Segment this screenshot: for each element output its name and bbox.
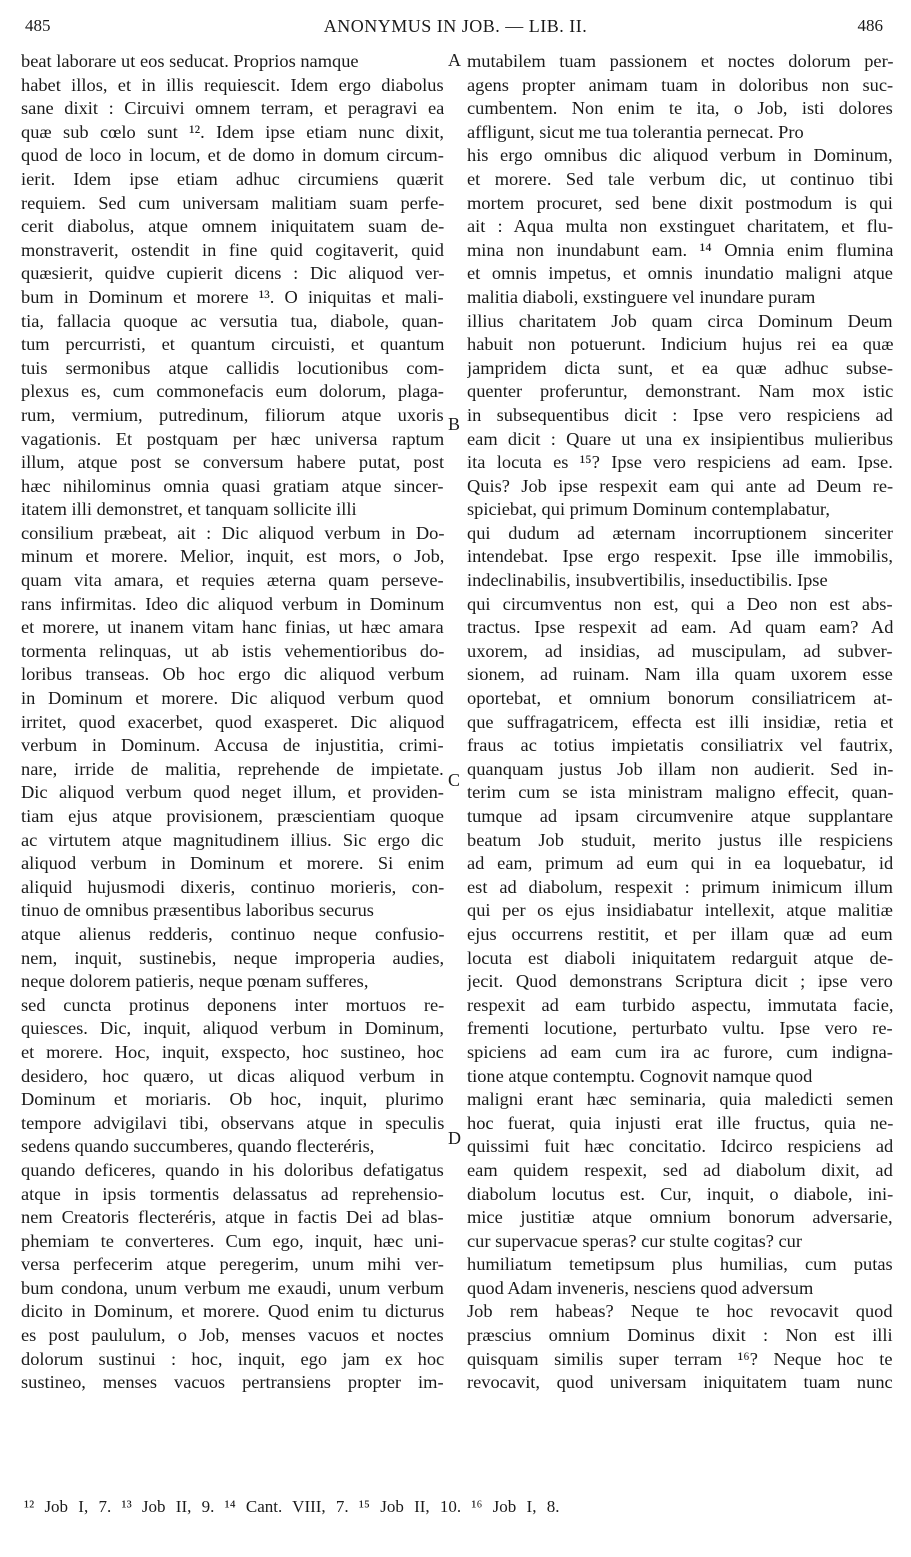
page-number-right: 486 bbox=[857, 16, 883, 35]
margin-marker-a: A bbox=[448, 50, 461, 70]
text-line: plexus es, cum commonefacis eum dolorum, plaga- bbox=[21, 381, 444, 402]
text-line: Dominum et moriaris. Ob hoc, inquit, plurimo bbox=[21, 1089, 444, 1110]
text-line: agens propter animam tuam in doloribus non suc- bbox=[467, 74, 893, 95]
text-line: itatem illi demonstret, et tanquam sollicite illi bbox=[21, 499, 357, 520]
text-line: et morere, ut inanem vitam hanc finias, ut hæc amara bbox=[21, 617, 444, 638]
text-line: quæsierit, quidve cupierit dicens : Dic aliquod ver- bbox=[21, 263, 444, 284]
text-line: quam vita amara, et requies æterna quam perseve- bbox=[21, 570, 444, 591]
left-text-column bbox=[21, 50, 444, 1395]
text-line: irritet, quod exacerbet, quod exasperet. Dic aliquod bbox=[21, 711, 444, 732]
text-line: vagationis. Et postquam per hæc universa raptum bbox=[21, 428, 444, 449]
text-line: nem, inquit, sustinebis, neque improperia audies, bbox=[21, 947, 444, 968]
text-line: revocavit, quod universam iniquitatem tuam nunc bbox=[467, 1372, 893, 1393]
margin-marker-c: C bbox=[448, 770, 461, 790]
text-line: malitia diaboli, exstinguere vel inundare puram bbox=[467, 286, 816, 307]
text-line: mice justitiæ atque omnium bonorum adversarie, bbox=[467, 1207, 893, 1228]
text-line: mina non inundabunt eam. ¹⁴ Omnia enim flumina bbox=[467, 239, 893, 260]
text-line: eam dicit : Quare ut una ex insipientibus mulieribus bbox=[467, 428, 893, 449]
text-line: monstraverit, ostendit in fine quid cogitaverit, quid bbox=[21, 239, 444, 260]
text-line: tormenta relinquas, ut ab istis vehementioribus do- bbox=[21, 640, 444, 661]
text-line: tiam ejus atque provisionem, præscientiam quoque bbox=[21, 806, 444, 826]
text-line: habet illos, et in illis requiescit. Idem ergo diabolus bbox=[21, 74, 444, 95]
text-line: bum condona, unum verbum me exaudi, unum verbum bbox=[21, 1277, 444, 1298]
text-line: sedens quando succumberes, quando flecteréris, bbox=[21, 1136, 375, 1157]
text-line: indeclinabilis, insubvertibilis, inseductibilis. Ipse bbox=[467, 570, 828, 591]
text-line: quando deficeres, quando in his doloribus defatigatus bbox=[21, 1159, 444, 1180]
text-line: uxorem, ad insidias, ad muscipulam, ad subver- bbox=[467, 640, 893, 661]
text-line: et morere. Sed tale verbum dic, ut continuo tibi bbox=[467, 168, 893, 189]
text-line: mortem procuret, sed bene dixit postmodum is qui bbox=[467, 192, 893, 213]
text-line: desidero, hoc quæro, ut dicas aliquod verbum in bbox=[21, 1065, 444, 1086]
text-line: spiciebat, qui primum Dominum contemplabatur, bbox=[467, 499, 830, 520]
text-line: fraus ac totius impietatis consiliatrix vel fautrix, bbox=[467, 735, 893, 756]
text-line: mutabilem tuam passionem et noctes dolorum per- bbox=[467, 51, 893, 71]
text-line: affligunt, sicut me tua tolerantia pernecat. Pro bbox=[467, 121, 804, 142]
text-line: jecit. Quod demonstrans Scriptura dicit ; ipse vero bbox=[467, 971, 893, 992]
text-line: et morere. Hoc, inquit, exspecto, hoc sustineo, hoc bbox=[21, 1041, 444, 1062]
text-line: Job rem habeas? Neque te hoc revocavit quod bbox=[467, 1301, 893, 1322]
text-line: præscius omnium Dominus dixit : Non est illi bbox=[467, 1325, 893, 1346]
text-line: quod de loco in locum, et de domo in domum circum- bbox=[21, 145, 444, 166]
text-line: quod Adam inveneris, nesciens quod adversum bbox=[467, 1277, 814, 1298]
text-line: quisquam similis super terram ¹⁶? Neque hoc te bbox=[467, 1348, 893, 1369]
text-line: Dic aliquod verbum quod neget illum, et providen- bbox=[21, 782, 444, 803]
text-line: nem Creatoris flecteréris, atque in factis Dei ad blas- bbox=[21, 1207, 444, 1228]
text-line: tinuo de omnibus præsentibus laboribus securus bbox=[21, 900, 374, 921]
text-line: habuit non potuerunt. Indicium hujus rei ea quæ bbox=[467, 334, 893, 355]
text-line: eam quidem respexit, sed ad diabolum dixit, ad bbox=[467, 1159, 893, 1180]
text-line: loribus transeas. Ob hoc ergo dic aliquod verbum bbox=[21, 664, 444, 685]
text-line: requiem. Sed cum universam malitiam suam perfe- bbox=[21, 192, 444, 213]
text-line: tractus. Ipse respexit ad eam. Ad quam eam? Ad bbox=[467, 617, 893, 638]
text-line: cerit diabolus, atque omnem iniquitatem suam de- bbox=[21, 216, 444, 237]
text-line: jampridem dicta sunt, et ea quæ adhuc subse- bbox=[467, 357, 893, 378]
text-line: quæ sub cœlo sunt ¹². Idem ipse etiam nunc dixit, bbox=[21, 121, 444, 142]
text-line: tuis sermonibus atque callidis locutionibus com- bbox=[21, 357, 444, 378]
text-line: sane dixit : Circuivi omnem terram, et peragravi ea bbox=[21, 98, 444, 119]
text-line: tempore advigilavi tibi, observans atque in speculis bbox=[21, 1112, 444, 1133]
text-line: qui dudum ad æternam incorruptionem sinceriter bbox=[467, 522, 893, 543]
text-line: aliquid hujusmodi dixeris, continuo morieris, con- bbox=[21, 876, 444, 897]
text-line: illum, atque post se conversum habere putat, post bbox=[21, 452, 444, 473]
text-line: diabolum locutus est. Cur, inquit, o diabole, ini- bbox=[467, 1183, 893, 1204]
text-line: spiciens ad eam cum ira ac furore, cum indigna- bbox=[467, 1041, 893, 1062]
text-line: quissimi fuit hæc concitatio. Idcirco respiciens ad bbox=[467, 1136, 893, 1157]
text-line: ierit. Idem ipse etiam adhuc circumiens quærit bbox=[21, 168, 444, 189]
text-line: hoc fuerat, quia injusti erat ille fructus, quia ne- bbox=[467, 1112, 893, 1133]
text-line: respexit ad eam turbido aspectu, immutata facie, bbox=[467, 994, 893, 1015]
text-line: quiesces. Dic, inquit, aliquod verbum in Dominum, bbox=[21, 1018, 444, 1039]
text-line: frementi locutione, perturbato vultu. Ipse vero re- bbox=[467, 1018, 893, 1039]
text-line: hæc nihilominus omnia quasi gratiam atque sincer- bbox=[21, 475, 444, 496]
text-line: sionem, ad ruinam. Nam illa quam uxorem esse bbox=[467, 664, 893, 685]
text-line: beatum Job studuit, merito justus ille respiciens bbox=[467, 829, 893, 850]
text-line: phemiam te converteres. Cum ego, inquit, hæc uni- bbox=[21, 1230, 444, 1251]
text-line: terim cum se ista ministram maligno effecit, quan- bbox=[467, 782, 893, 803]
text-line: illius charitatem Job quam circa Dominum Deum bbox=[467, 310, 893, 331]
text-line: Quis? Job ipse respexit eam qui ante ad Deum re- bbox=[467, 475, 893, 496]
text-line: consilium præbeat, ait : Dic aliquod verbum in Do- bbox=[21, 522, 444, 543]
text-line: beat laborare ut eos seducat. Proprios namque bbox=[21, 51, 359, 71]
text-line: atque in ipsis tormentis delassatus ad reprehensio- bbox=[21, 1183, 444, 1204]
text-line: quenter proferuntur, demonstrant. Nam mox istic bbox=[467, 381, 893, 402]
text-line: que suffragatricem, effecta est illi insidiæ, retia et bbox=[467, 711, 893, 732]
text-line: ac virtutem atque magnitudinem illius. Sic ergo dic bbox=[21, 829, 444, 850]
text-line: maligni erant hæc seminaria, quia maledicti semen bbox=[467, 1089, 893, 1110]
text-line: his ergo omnibus dic aliquod verbum in Dominum, bbox=[467, 145, 893, 166]
text-line: ait : Aqua multa non exstinguet charitatem, et flu- bbox=[467, 216, 893, 237]
text-line: ejus occurrens restitit, et per illam quæ ad eum bbox=[467, 923, 893, 944]
text-line: est ad diabolum, respexit : primum inimicum illum bbox=[467, 876, 893, 897]
right-text-column bbox=[467, 50, 893, 1395]
text-line: cur supervacue speras? cur stulte cogitas? cur bbox=[467, 1230, 802, 1251]
running-title: ANONYMUS IN JOB. — LIB. II. bbox=[323, 16, 588, 36]
text-line: neque dolorem patieris, neque pœnam sufferes, bbox=[21, 971, 369, 992]
margin-marker-d: D bbox=[448, 1128, 461, 1148]
text-line: es post paululum, o Job, menses vacuos et noctes bbox=[21, 1325, 444, 1346]
text-line: dicito in Dominum, et morere. Quod enim tu dicturus bbox=[21, 1301, 444, 1322]
text-line: tione atque contemptu. Cognovit namque quod bbox=[467, 1065, 813, 1086]
text-line: versa perfecerim atque peregerim, unum mihi ver- bbox=[21, 1254, 444, 1275]
text-line: tumque ad ipsam circumvenire atque supplantare bbox=[467, 806, 893, 826]
text-line: ad eam, primum ad eum qui in ea loquebatur, id bbox=[467, 853, 893, 874]
text-line: qui circumventus non est, qui a Deo non est abs- bbox=[467, 593, 893, 614]
text-line: atque alienus redderis, continuo neque confusio- bbox=[21, 923, 444, 944]
text-line: oportebat, et omnium bonorum consiliatricem at- bbox=[467, 688, 893, 709]
text-line: tum percurristi, et quantum circuisti, et quantum bbox=[21, 334, 444, 355]
text-line: humiliatum temetipsum plus humilias, cum putas bbox=[467, 1254, 893, 1275]
text-line: et omnis impetus, et omnis inundatio maligni atque bbox=[467, 263, 893, 284]
text-line: dolorum sustinui : hoc, inquit, ego jam ex hoc bbox=[21, 1348, 444, 1369]
text-line: nare, irride de malitia, reprehende de impietate. bbox=[21, 758, 444, 779]
margin-marker-b: B bbox=[448, 414, 461, 434]
text-line: bum in Dominum et morere ¹³. O iniquitas et mali- bbox=[21, 286, 444, 307]
text-line: in Dominum et morere. Dic aliquod verbum quod bbox=[21, 688, 444, 709]
text-line: locuta est diaboli iniquitatem redarguit atque de- bbox=[467, 947, 893, 968]
text-line: sed cuncta protinus deponens inter mortuos re- bbox=[21, 994, 444, 1015]
text-line: tia, fallacia quoque ac versutia tua, diabole, quan- bbox=[21, 310, 444, 331]
text-line: qui per os ejus insidiabatur intellexit, atque malitiæ bbox=[467, 900, 893, 921]
page-number-left: 485 bbox=[25, 16, 51, 35]
text-line: cumbentem. Non enim te ita, o Job, isti dolores bbox=[467, 98, 893, 119]
text-line: rans infirmitas. Ideo dic aliquod verbum in Dominum bbox=[21, 593, 444, 614]
text-line: ita locuta es ¹⁵? Ipse vero respiciens ad eam. Ipse. bbox=[467, 452, 893, 473]
text-line: verbum in Dominum. Accusa de injustitia, crimi- bbox=[21, 735, 444, 756]
text-line: quanquam justus Job illam non audierit. Sed in- bbox=[467, 758, 893, 779]
text-line: sustineo, menses vacuos pertransiens propter im- bbox=[21, 1372, 444, 1393]
text-line: minum et morere. Melior, inquit, est mors, o Job, bbox=[21, 546, 444, 567]
text-line: intendebat. Ipse ergo respexit. Ipse ille immobilis, bbox=[467, 546, 893, 567]
text-line: in subsequentibus dicit : Ipse vero respiciens ad bbox=[467, 404, 893, 425]
text-line: rum, vermium, putredinum, filiorum atque uxoris bbox=[21, 404, 444, 425]
footnotes: ¹² Job I, 7. ¹³ Job II, 9. ¹⁴ Cant. VIII, 7. ¹⁵ Job II, 10. ¹⁶ Job I, 8. bbox=[24, 1497, 560, 1516]
running-header bbox=[0, 16, 911, 42]
text-line: aliquod verbum in Dominum et morere. Si enim bbox=[21, 853, 444, 874]
